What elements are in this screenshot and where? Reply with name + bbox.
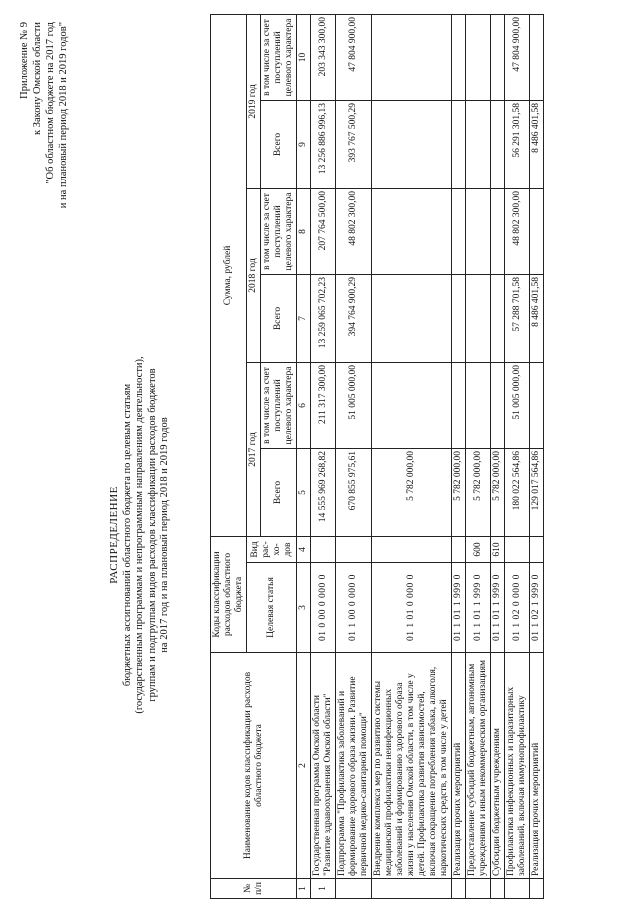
row-targeted-2017 bbox=[466, 363, 491, 449]
column-index: 10 bbox=[297, 14, 311, 100]
row-total-2018 bbox=[466, 275, 491, 363]
row-num bbox=[505, 879, 530, 899]
column-index-row bbox=[297, 14, 311, 898]
column-index: 7 bbox=[297, 275, 311, 363]
row-total-2019: 8 486 401,58 bbox=[530, 101, 544, 189]
column-index: 5 bbox=[297, 449, 311, 537]
appendix-line-2: к Закону Омской области bbox=[32, 22, 43, 136]
row-total-2018: 394 764 900,29 bbox=[336, 275, 372, 363]
table-row bbox=[491, 14, 505, 898]
row-total-2019 bbox=[466, 101, 491, 189]
header-year-2017: 2017 год bbox=[247, 363, 261, 537]
row-total-2017: 5 782 000,00 bbox=[372, 449, 452, 537]
row-total-2019 bbox=[452, 101, 466, 189]
row-expense-type: 610 bbox=[491, 537, 505, 563]
row-total-2017: 5 782 000,00 bbox=[466, 449, 491, 537]
row-total-2019: 393 767 500,29 bbox=[336, 101, 372, 189]
row-target-code: 01 1 01 0 000 0 bbox=[372, 563, 452, 653]
row-targeted-2019 bbox=[530, 14, 544, 100]
header-targeted-2017: в том числе за счет поступлений целевого характера bbox=[261, 363, 297, 449]
row-targeted-2017: 211 317 300,00 bbox=[311, 363, 336, 449]
heading-line-2: (государственным программам и непрограммным направлениям деятельности), bbox=[134, 356, 145, 714]
table-row bbox=[466, 14, 491, 898]
header-total-2017: Всего bbox=[261, 449, 297, 537]
row-name: Предоставление субсидий бюджетным, автономным учреждениям и иным некоммерческим организациям bbox=[466, 653, 491, 879]
header-year-2018: 2018 год bbox=[247, 189, 261, 363]
row-name: Внедрение комплекса мер по развитию системы медицинской профилактики неинфекционных заболеваний и формированию здорового образа жизни у населения Омской области, в том числе у детей. Профилактика развития зависимостей, включая сокращение потребления табака, алкоголя, наркотических средств, в том числе у детей bbox=[372, 653, 452, 879]
row-name: Государственная программа Омской области "Развитие здравоохранения Омской области" bbox=[311, 653, 336, 879]
allocation-table bbox=[210, 14, 544, 899]
row-targeted-2017: 51 005 000,00 bbox=[505, 363, 530, 449]
header-expense-type: Вид рас-хо-дов bbox=[247, 537, 297, 563]
header-year-2019: 2019 год bbox=[247, 14, 261, 188]
row-total-2019: 56 291 301,58 bbox=[505, 101, 530, 189]
table-row bbox=[530, 14, 544, 898]
row-total-2018 bbox=[372, 275, 452, 363]
row-targeted-2018: 48 802 300,00 bbox=[336, 189, 372, 275]
row-targeted-2018 bbox=[466, 189, 491, 275]
row-targeted-2019: 47 804 900,00 bbox=[336, 14, 372, 100]
row-total-2019 bbox=[372, 101, 452, 189]
row-total-2017: 14 555 969 268,82 bbox=[311, 449, 336, 537]
row-targeted-2017: 51 005 000,00 bbox=[336, 363, 372, 449]
row-target-code: 01 1 00 0 000 0 bbox=[336, 563, 372, 653]
row-num: 1 bbox=[311, 879, 336, 899]
row-targeted-2017 bbox=[452, 363, 466, 449]
row-target-code: 01 1 01 1 999 0 bbox=[452, 563, 466, 653]
row-name: Реализация прочих мероприятий bbox=[530, 653, 544, 879]
row-targeted-2017 bbox=[372, 363, 452, 449]
row-target-code: 01 1 02 1 999 0 bbox=[530, 563, 544, 653]
row-num bbox=[466, 879, 491, 899]
row-total-2018: 8 486 401,58 bbox=[530, 275, 544, 363]
header-targeted-2019: в том числе за счет поступлений целевого характера bbox=[261, 14, 297, 100]
row-name: Субсидии бюджетным учреждениям bbox=[491, 653, 505, 879]
row-target-code: 01 0 00 0 000 0 bbox=[311, 563, 336, 653]
document-title: РАСПРЕДЕЛЕНИЕ bbox=[108, 486, 120, 584]
row-total-2017: 670 855 975,61 bbox=[336, 449, 372, 537]
row-expense-type bbox=[311, 537, 336, 563]
row-name: Подпрограмма "Профилактика заболеваний и формирование здорового образа жизни. Развитие первичной медико-санитарной помощи" bbox=[336, 653, 372, 879]
row-total-2017: 180 022 564,86 bbox=[505, 449, 530, 537]
row-targeted-2017 bbox=[530, 363, 544, 449]
heading-line-1: бюджетных ассигнований областного бюджета по целевым статьям bbox=[121, 383, 133, 687]
heading-line-4: на 2017 год и на плановый период 2018 и 2019 годов bbox=[159, 417, 170, 653]
column-index: 8 bbox=[297, 189, 311, 275]
column-index: 9 bbox=[297, 101, 311, 189]
row-total-2017: 5 782 000,00 bbox=[491, 449, 505, 537]
appendix-line-1: Приложение № 9 bbox=[19, 22, 30, 99]
header-sum: Сумма, рублей bbox=[211, 14, 247, 536]
header-total-2018: Всего bbox=[261, 275, 297, 363]
row-expense-type bbox=[336, 537, 372, 563]
row-targeted-2017 bbox=[491, 363, 505, 449]
row-targeted-2019: 203 343 300,00 bbox=[311, 14, 336, 100]
appendix-line-4: и на плановый период 2018 и 2019 годов" bbox=[58, 22, 69, 209]
header-target-article: Целевая статья bbox=[247, 563, 297, 653]
row-total-2018 bbox=[452, 275, 466, 363]
column-index: 2 bbox=[297, 653, 311, 879]
column-index: 3 bbox=[297, 563, 311, 653]
row-num bbox=[491, 879, 505, 899]
table-row bbox=[336, 14, 372, 898]
row-targeted-2019 bbox=[452, 14, 466, 100]
row-targeted-2019 bbox=[491, 14, 505, 100]
header-num: № п/п bbox=[211, 879, 297, 899]
row-targeted-2018 bbox=[491, 189, 505, 275]
row-expense-type bbox=[505, 537, 530, 563]
row-target-code: 01 1 01 1 999 0 bbox=[466, 563, 491, 653]
table-row bbox=[372, 14, 452, 898]
table-row bbox=[505, 14, 530, 898]
row-total-2017: 129 017 564,86 bbox=[530, 449, 544, 537]
row-total-2018: 57 288 701,58 bbox=[505, 275, 530, 363]
row-name: Профилактика инфекционных и паразитарных заболеваний, включая иммунопрофилактику bbox=[505, 653, 530, 879]
row-total-2019 bbox=[491, 101, 505, 189]
row-expense-type bbox=[530, 537, 544, 563]
appendix-note bbox=[18, 22, 70, 208]
row-targeted-2018 bbox=[530, 189, 544, 275]
row-total-2018: 13 259 065 702,23 bbox=[311, 275, 336, 363]
row-target-code: 01 1 02 0 000 0 bbox=[505, 563, 530, 653]
row-targeted-2018 bbox=[372, 189, 452, 275]
row-target-code: 01 1 01 1 999 0 bbox=[491, 563, 505, 653]
header-codes: Коды классификации расходов областного бюджета bbox=[211, 537, 247, 653]
header-targeted-2018: в том числе за счет поступлений целевого характера bbox=[261, 189, 297, 275]
column-index: 6 bbox=[297, 363, 311, 449]
row-expense-type bbox=[372, 537, 452, 563]
column-index: 4 bbox=[297, 537, 311, 563]
row-targeted-2019: 47 804 900,00 bbox=[505, 14, 530, 100]
document-heading bbox=[108, 275, 172, 795]
row-total-2017: 5 782 000,00 bbox=[452, 449, 466, 537]
row-targeted-2019 bbox=[372, 14, 452, 100]
row-total-2018 bbox=[491, 275, 505, 363]
row-expense-type: 600 bbox=[466, 537, 491, 563]
row-targeted-2019 bbox=[466, 14, 491, 100]
appendix-line-3: "Об областном бюджете на 2017 год bbox=[45, 22, 56, 184]
row-num bbox=[372, 879, 452, 899]
header-name: Наименование кодов классификации расходов областного бюджета bbox=[211, 653, 297, 879]
row-num bbox=[530, 879, 544, 899]
row-targeted-2018: 207 764 500,00 bbox=[311, 189, 336, 275]
table-row bbox=[452, 14, 466, 898]
row-num bbox=[452, 879, 466, 899]
row-targeted-2018: 48 802 300,00 bbox=[505, 189, 530, 275]
heading-line-3: группам и подгруппам видов расходов классификации расходов бюджетов bbox=[146, 368, 158, 702]
row-name: Реализация прочих мероприятий bbox=[452, 653, 466, 879]
row-targeted-2018 bbox=[452, 189, 466, 275]
row-total-2019: 13 256 886 996,13 bbox=[311, 101, 336, 189]
row-expense-type bbox=[452, 537, 466, 563]
header-total-2019: Всего bbox=[261, 101, 297, 189]
table-row bbox=[311, 14, 336, 898]
row-num bbox=[336, 879, 372, 899]
column-index: 1 bbox=[297, 879, 311, 899]
